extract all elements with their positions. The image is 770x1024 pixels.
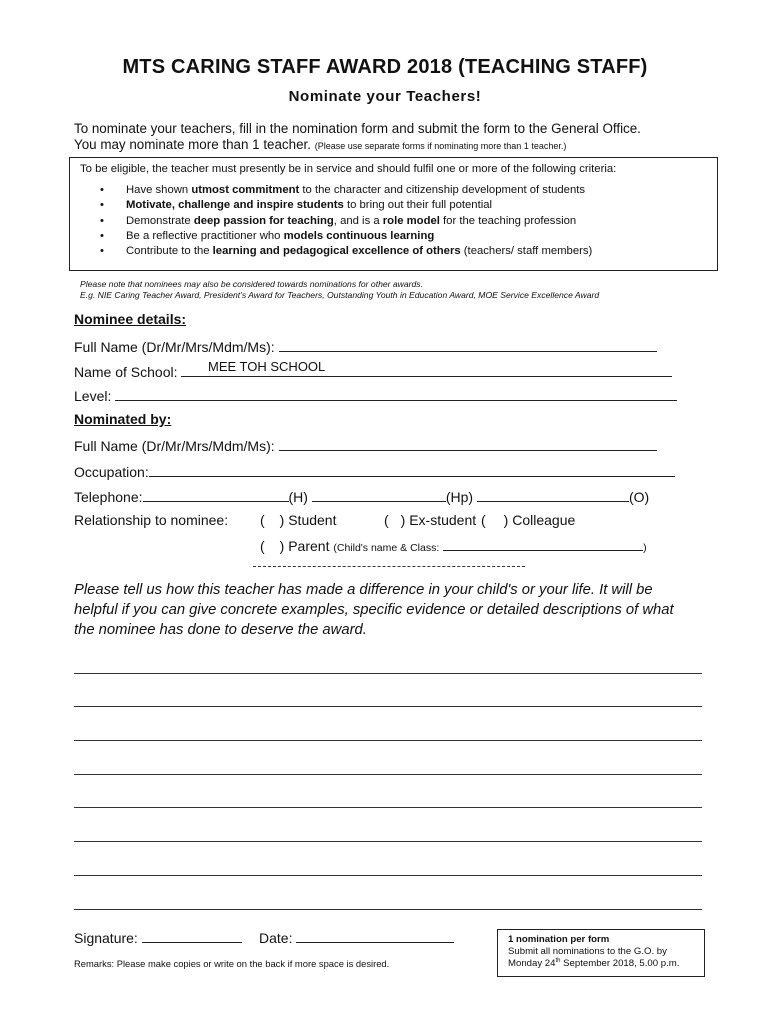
submission-box-title: 1 nomination per form (508, 934, 610, 945)
checkbox-open-paren: ( (481, 512, 486, 528)
intro-line-2-note: (Please use separate forms if nominating more than 1 teacher.) (314, 141, 567, 151)
criteria-item (100, 229, 592, 244)
answer-line[interactable] (74, 706, 702, 707)
telephone-home-field[interactable] (143, 487, 289, 502)
option-ex-student-label: ) Ex-student (400, 512, 477, 528)
bullet-icon: • (100, 184, 104, 196)
criteria-text: (teachers/ staff members) (460, 245, 593, 258)
criteria-text: Contribute to the (126, 245, 213, 258)
signature-field[interactable] (142, 928, 242, 943)
telephone-office-label: (O) (628, 489, 650, 505)
nominee-heading: Nominee details: (74, 311, 187, 327)
bullet-icon: • (100, 214, 104, 227)
nominee-level-label: Level: (74, 388, 112, 404)
criteria-text: to the character and citizenship development of students (299, 184, 586, 196)
criteria-text: to bring out their full potential (343, 199, 493, 212)
answer-line[interactable] (74, 841, 702, 842)
criteria-emphasis: deep passion for teaching (193, 214, 334, 227)
intro-line-1: To nominate your teachers, fill in the nomination form and submit the form to the General Office. (74, 121, 641, 136)
checkbox-open-paren: ( (260, 512, 265, 528)
note-line-1: Please note that nominees may also be considered towards nominations for other awards. (80, 279, 423, 289)
bullet-icon: • (100, 245, 104, 258)
nominee-school-value: MEE TOH SCHOOL (208, 359, 326, 374)
criteria-text: Have shown (126, 184, 192, 196)
criteria-emphasis: learning and pedagogical excellence of others (212, 245, 461, 258)
deadline-suffix: th (555, 958, 561, 964)
answer-line[interactable] (74, 807, 702, 808)
telephone-label: Telephone: (74, 489, 143, 505)
nominator-heading-colon: : (166, 411, 172, 427)
option-colleague-label: ) Colleague (503, 512, 576, 528)
telephone-home-label: (H) (288, 489, 308, 505)
nominator-heading-row (74, 411, 171, 427)
intro-line-2-main: You may nominate more than 1 teacher. (74, 137, 311, 152)
answer-line[interactable] (74, 740, 702, 741)
nominator-occupation-row (74, 462, 675, 480)
note-line-2: E.g. NIE Caring Teacher Award, President's Award for Teachers, Outstanding Youth in Education Award, MOE Service Excellence Award (80, 290, 600, 300)
criteria-item (100, 214, 592, 229)
date-label: Date: (259, 930, 293, 946)
nominee-level-field[interactable] (115, 386, 677, 401)
relationship-label: Relationship to nominee: (74, 512, 229, 528)
nominator-full-name-label: Full Name (Dr/Mr/Mrs/Mdm/Ms): (74, 438, 275, 454)
criteria-list (100, 183, 592, 259)
nominee-level-row (74, 386, 677, 404)
nominator-full-name-row (74, 436, 657, 454)
bullet-icon: • (100, 199, 104, 212)
criteria-text: Demonstrate (126, 214, 194, 227)
nominee-school-label: Name of School: (74, 364, 178, 380)
criteria-emphasis: role model (382, 214, 440, 227)
child-name-class-label: (Child's name & Class: (333, 542, 440, 554)
section-divider (253, 566, 525, 567)
form-title: MTS CARING STAFF AWARD 2018 (TEACHING STAFF) (122, 56, 648, 78)
nominator-heading: Nominated by (74, 411, 167, 427)
checkbox-open-paren: ( (260, 538, 265, 554)
child-name-class-field[interactable] (443, 539, 643, 551)
answer-line[interactable] (74, 774, 702, 775)
nominator-telephone-row (74, 487, 649, 505)
checkbox-open-paren: ( (384, 512, 389, 528)
answer-line[interactable] (74, 875, 702, 876)
prompt-line-1: Please tell us how this teacher has made a difference in your child's or your life. It will be (74, 582, 653, 598)
telephone-office-field[interactable] (477, 487, 629, 502)
signature-row (74, 928, 242, 946)
nominee-school-row (74, 362, 672, 380)
nominee-full-name-label: Full Name (Dr/Mr/Mrs/Mdm/Ms): (74, 339, 275, 355)
criteria-emphasis: models continuous learning (283, 229, 435, 242)
option-student[interactable] (260, 512, 337, 528)
nominator-occupation-label: Occupation: (74, 464, 149, 480)
answer-line[interactable] (74, 909, 702, 910)
criteria-item (100, 183, 592, 198)
bullet-icon: • (100, 229, 104, 242)
child-name-close: ) (643, 542, 647, 554)
telephone-mobile-field[interactable] (312, 487, 446, 502)
date-field[interactable] (296, 928, 454, 943)
intro-line-2 (74, 137, 566, 152)
criteria-emphasis: Motivate, challenge and inspire students (126, 199, 344, 212)
relationship-row (74, 512, 228, 528)
criteria-emphasis: utmost commitment (191, 184, 300, 196)
criteria-item (100, 198, 592, 213)
option-parent-label: ) Parent (279, 538, 330, 554)
nominee-full-name-field[interactable] (279, 337, 657, 352)
date-row (259, 928, 454, 946)
remarks-text: Remarks: Please make copies or write on the back if more space is desired. (74, 958, 390, 969)
nominator-occupation-field[interactable] (149, 462, 675, 477)
criteria-intro: To be eligible, the teacher must presently be in service and should fulfil one or more of the following criteria: (80, 163, 617, 175)
option-ex-student[interactable] (384, 512, 476, 528)
answer-line[interactable] (74, 673, 702, 674)
nominator-full-name-field[interactable] (279, 436, 657, 451)
criteria-text: Be a reflective practitioner who (126, 229, 284, 242)
criteria-text: , and is a (333, 214, 383, 227)
form-subtitle: Nominate your Teachers! (288, 88, 482, 105)
nominee-full-name-row (74, 337, 657, 355)
signature-label: Signature: (74, 930, 138, 946)
deadline-rest: September 2018, 5.00 p.m. (560, 958, 680, 970)
criteria-text: for the teaching profession (439, 214, 577, 227)
deadline-day: Monday 24 (508, 958, 556, 970)
prompt-line-2: helpful if you can give concrete examples, specific evidence or detailed descriptions of what (74, 602, 674, 618)
prompt-line-3: the nominee has done to deserve the award. (74, 622, 367, 638)
option-parent[interactable] (260, 538, 647, 554)
criteria-item (100, 244, 592, 259)
telephone-mobile-label: (Hp) (445, 489, 474, 505)
option-colleague[interactable] (481, 512, 575, 528)
submission-box-line-1: Submit all nominations to the G.O. by (508, 946, 667, 957)
submission-box-line-2 (508, 958, 679, 969)
option-student-label: ) Student (279, 512, 337, 528)
